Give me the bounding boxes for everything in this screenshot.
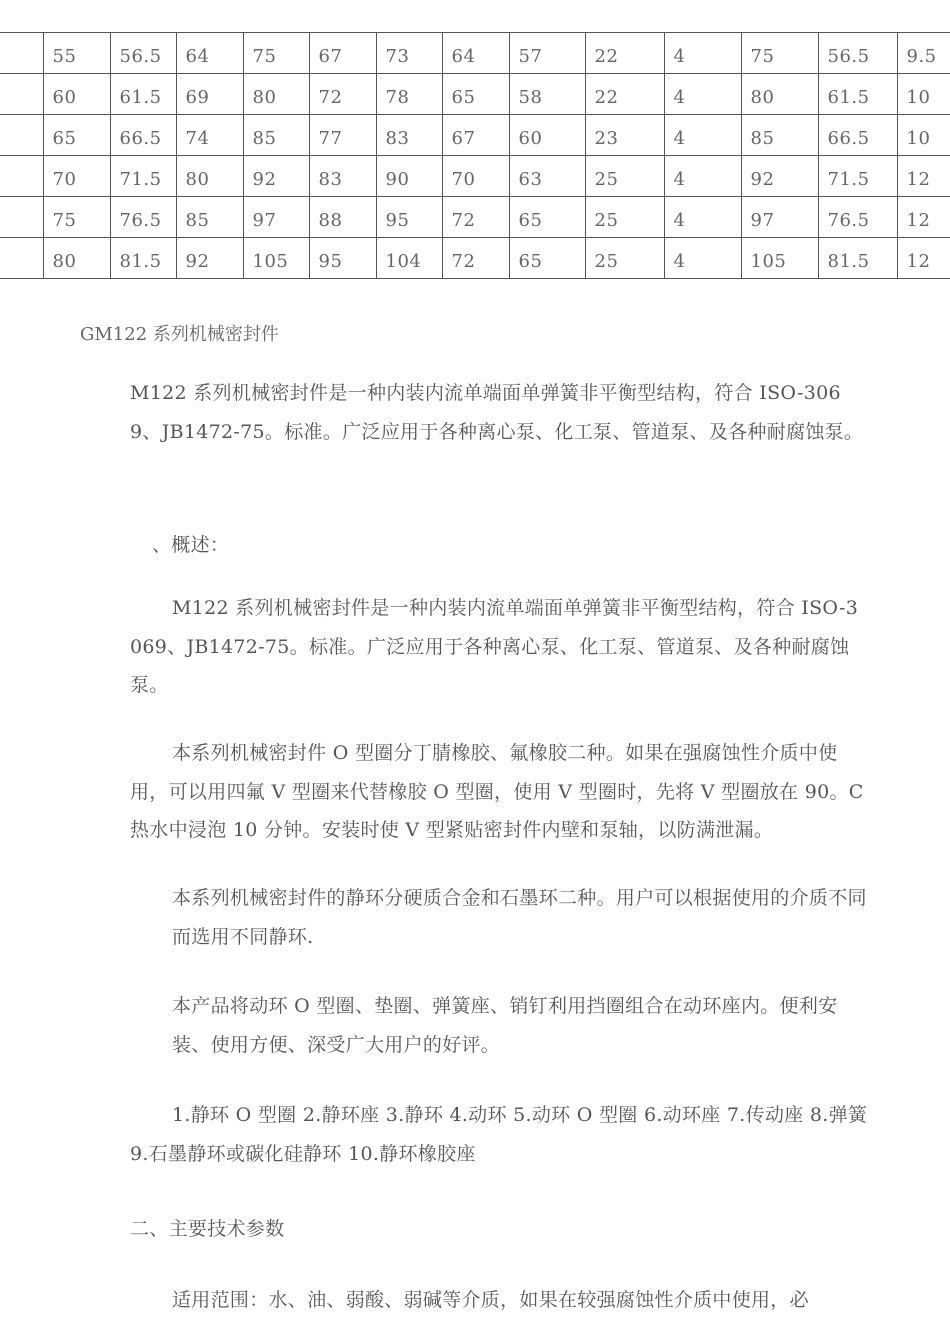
table-cell: 74 (176, 115, 243, 156)
table-cell: 4 (664, 74, 741, 115)
table-cell: 71.5 (110, 156, 176, 197)
overview-paragraph-2: 本系列机械密封件 O 型圈分丁腈橡胶、氟橡胶二种。如果在强腐蚀性介质中使用，可以用四氟 V 型圈来代替橡胶 O 型圈，使用 V 型圈时，先将 V 型圈放在 90。C 热水中浸泡 10 分钟。安装时使 V 型紧贴密封件内壁和泵轴，以防满泄漏。 (130, 742, 864, 841)
table-cell: 70 (442, 156, 509, 197)
table-cell: 22 (585, 74, 664, 115)
table-cell: 83 (309, 156, 376, 197)
table-cell: 4 (664, 197, 741, 238)
table-cell: 67 (442, 115, 509, 156)
table-cell: 72 (309, 74, 376, 115)
table-cell: 58 (509, 74, 585, 115)
table-cell: 70 (43, 156, 110, 197)
table-cell: 72 (442, 238, 509, 279)
table-cell: 76.5 (110, 197, 176, 238)
table-cell: 60 (43, 74, 110, 115)
table-cell: 4 (664, 238, 741, 279)
parts-list-paragraph: 1.静环 O 型圈 2.静环座 3.静环 4.动环 5.动环 O 型圈 6.动环座 7.传动座 8.弹簧 9.石墨静环或碳化硅静环 10.静环橡胶座 (130, 1104, 868, 1165)
table-cell: 55 (43, 33, 110, 74)
table-cell: 72 (442, 197, 509, 238)
table-cell: 97 (741, 197, 818, 238)
table-row (0, 74, 950, 115)
section-title: GM122 系列机械密封件 (80, 324, 279, 345)
overview-heading: 、概述： (152, 534, 230, 556)
table-cell: 81.5 (818, 238, 897, 279)
table-cell: 67 (309, 33, 376, 74)
table-cell: 65 (442, 74, 509, 115)
table-cell: 61.5 (818, 74, 897, 115)
params-heading: 二、主要技术参数 (130, 1218, 285, 1240)
table-cell: 25 (585, 156, 664, 197)
table-cell: 75 (243, 33, 309, 74)
table-cell: 97 (243, 197, 309, 238)
table-cell: 105 (243, 238, 309, 279)
table-row (0, 33, 950, 74)
table-cell: 80 (243, 74, 309, 115)
table-cell: 57 (509, 33, 585, 74)
table-cell: 78 (376, 74, 442, 115)
table-cell: 63 (509, 156, 585, 197)
table-cell: 92 (243, 156, 309, 197)
table-cell: 23 (585, 115, 664, 156)
table-cell: 69 (176, 74, 243, 115)
overview-paragraph-3: 本系列机械密封件的静环分硬质合金和石墨环二种。用户可以根据使用的介质不同而选用不同静环. (172, 887, 867, 948)
table-cell: 76.5 (818, 197, 897, 238)
table-cell: 64 (442, 33, 509, 74)
table-cell: 12 (897, 238, 950, 279)
table-cell: 92 (741, 156, 818, 197)
table-cell: 25 (585, 197, 664, 238)
table-cell: 10 (897, 74, 950, 115)
params-paragraph-1: 适用范围：水、油、弱酸、弱碱等介质，如果在较强腐蚀性介质中使用，必 (172, 1289, 809, 1311)
table-cell: 61.5 (110, 74, 176, 115)
table-cell: 22 (585, 33, 664, 74)
overview-paragraph-4: 本产品将动环 O 型圈、垫圈、弹簧座、销钉利用挡圈组合在动环座内。便利安装、使用方便、深受广大用户的好评。 (172, 995, 838, 1056)
table-cell: 81.5 (110, 238, 176, 279)
table-cell: 12 (897, 197, 950, 238)
table-cell: 4 (664, 156, 741, 197)
table-cell: 95 (309, 238, 376, 279)
table-cell: 75 (741, 33, 818, 74)
table-cell: 90 (376, 156, 442, 197)
table-cell: 66.5 (110, 115, 176, 156)
table-cell (0, 156, 43, 197)
table-cell (0, 115, 43, 156)
table-cell: 85 (176, 197, 243, 238)
table-cell: 80 (43, 238, 110, 279)
table-cell: 64 (176, 33, 243, 74)
table-row (0, 115, 950, 156)
table-cell: 85 (741, 115, 818, 156)
table-cell: 60 (509, 115, 585, 156)
table-cell (0, 197, 43, 238)
table-cell: 56.5 (818, 33, 897, 74)
table-cell (0, 74, 43, 115)
table-row (0, 197, 950, 238)
table-cell: 80 (741, 74, 818, 115)
table-cell: 65 (509, 238, 585, 279)
overview-paragraph-1: M122 系列机械密封件是一种内装内流单端面单弹簧非平衡型结构，符合 ISO-3069、JB1472-75。标准。广泛应用于各种离心泵、化工泵、管道泵、及各种耐腐蚀泵。 (130, 597, 859, 696)
table-cell: 83 (376, 115, 442, 156)
table-cell: 12 (897, 156, 950, 197)
table-cell: 88 (309, 197, 376, 238)
table-cell: 65 (509, 197, 585, 238)
table-row (0, 238, 950, 279)
table-cell: 9.5 (897, 33, 950, 74)
table-cell: 77 (309, 115, 376, 156)
table-cell: 66.5 (818, 115, 897, 156)
table-cell (0, 238, 43, 279)
table-cell: 104 (376, 238, 442, 279)
table-cell: 71.5 (818, 156, 897, 197)
table-cell: 25 (585, 238, 664, 279)
table-row (0, 156, 950, 197)
table-cell: 4 (664, 33, 741, 74)
table-cell: 105 (741, 238, 818, 279)
table-cell: 4 (664, 115, 741, 156)
table-cell: 92 (176, 238, 243, 279)
table-cell: 10 (897, 115, 950, 156)
intro-paragraph: M122 系列机械密封件是一种内装内流单端面单弹簧非平衡型结构，符合 ISO-3069、JB1472-75。标准。广泛应用于各种离心泵、化工泵、管道泵、及各种耐腐蚀泵。 (130, 382, 864, 443)
table-cell: 95 (376, 197, 442, 238)
table-cell (0, 33, 43, 74)
spec-table-body (0, 33, 950, 279)
table-cell: 75 (43, 197, 110, 238)
spec-table (0, 32, 950, 279)
table-cell: 85 (243, 115, 309, 156)
table-cell: 80 (176, 156, 243, 197)
table-cell: 65 (43, 115, 110, 156)
table-cell: 56.5 (110, 33, 176, 74)
table-cell: 73 (376, 33, 442, 74)
